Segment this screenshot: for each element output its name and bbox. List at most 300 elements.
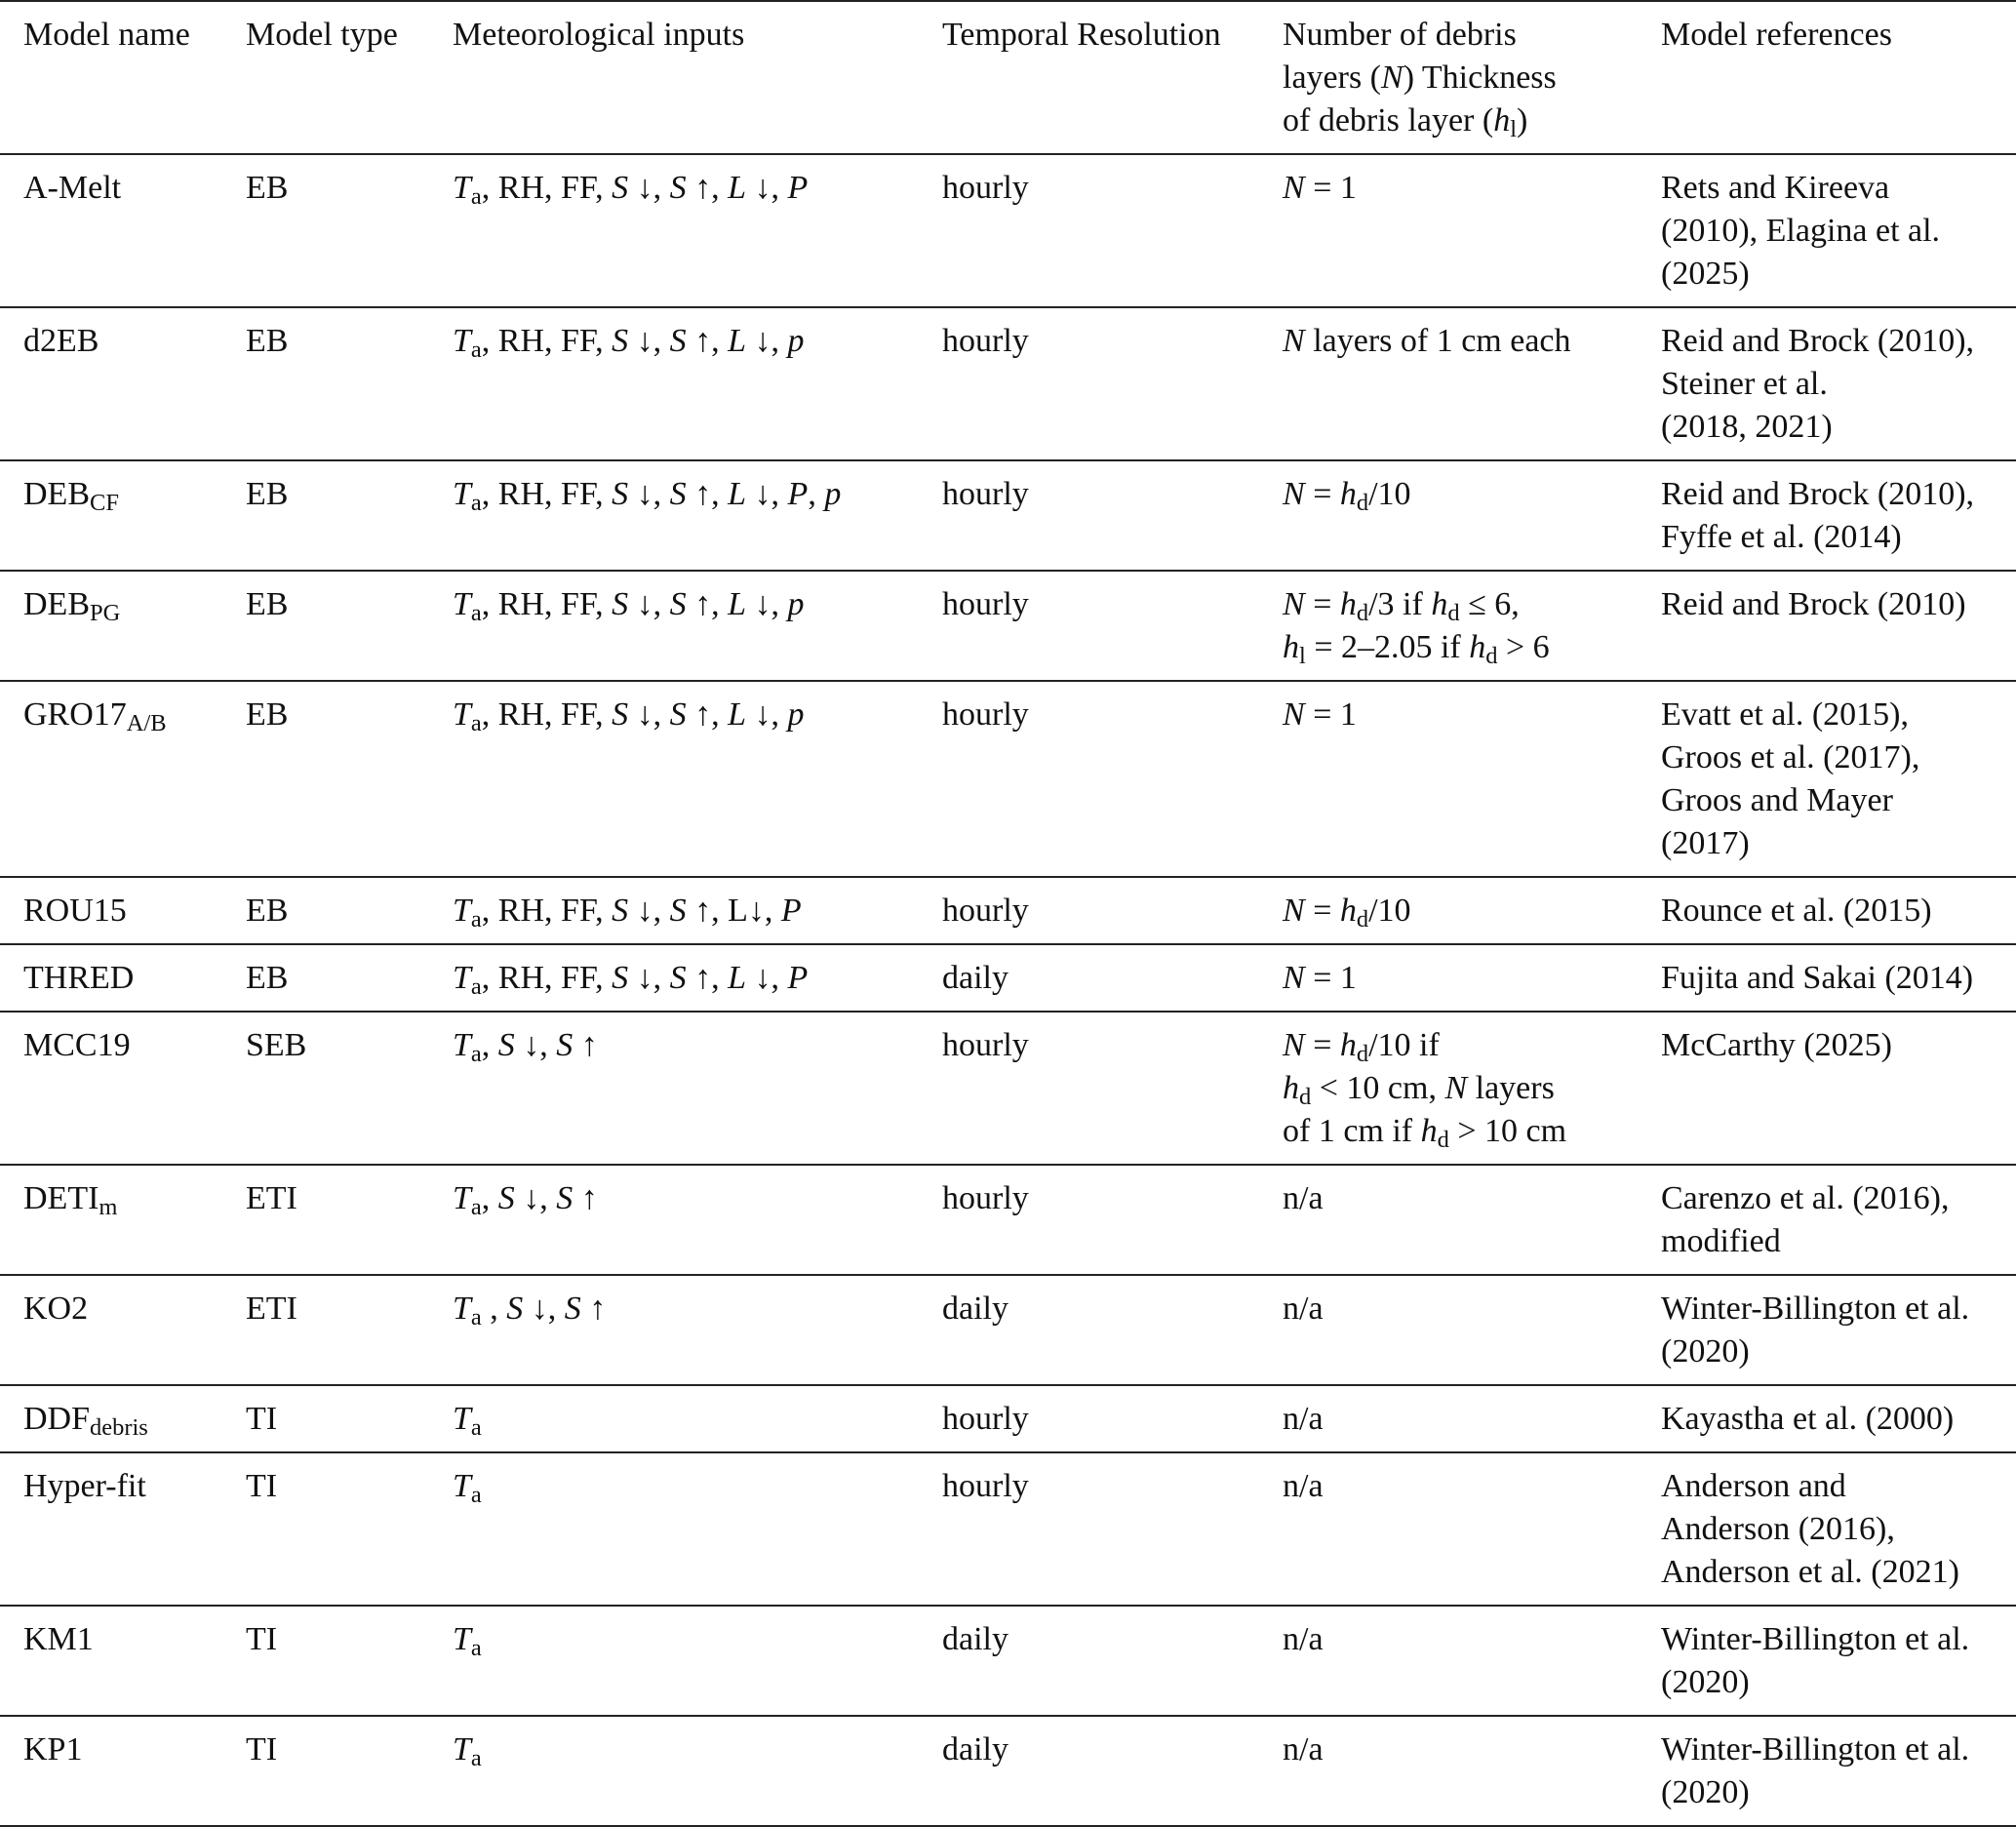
text-segment: d2EB: [23, 323, 99, 359]
column-header-debris-layers: [1283, 1, 1661, 154]
cell-line: [942, 1398, 1283, 1441]
text-segment: ↓,: [628, 893, 670, 929]
table-row: [0, 307, 2016, 460]
text-segment: ↓,: [628, 696, 670, 733]
cell-model-type: [246, 571, 453, 681]
cell-line: [453, 14, 942, 57]
cell-line: [1661, 320, 2016, 363]
text-segment: L: [728, 960, 747, 996]
cell-meteorological-inputs: [453, 307, 942, 460]
cell-line: [23, 694, 246, 736]
cell-line: [1283, 1288, 1661, 1331]
text-segment: hourly: [942, 1401, 1029, 1437]
text-segment: ↓,: [628, 960, 670, 996]
text-segment: = 1: [1304, 960, 1357, 996]
text-segment: hourly: [942, 893, 1029, 929]
text-segment: , RH, FF,: [481, 586, 613, 622]
text-segment: Fujita and Sakai (2014): [1661, 960, 1974, 996]
cell-line: [23, 583, 246, 626]
column-header-model-type: [246, 1, 453, 154]
text-segment: p: [787, 323, 805, 359]
text-segment: S: [564, 1291, 581, 1327]
cell-line: [942, 694, 1283, 736]
text-segment: N: [1283, 476, 1305, 512]
cell-line: [1283, 99, 1661, 142]
cell-line: [246, 1465, 453, 1508]
text-segment: (2025): [1661, 256, 1750, 292]
text-segment: Carenzo et al. (2016),: [1661, 1180, 1950, 1216]
text-segment: S: [612, 960, 629, 996]
text-segment: S: [556, 1027, 573, 1063]
text-segment: ↓,: [746, 696, 788, 733]
text-segment: P: [787, 476, 809, 512]
text-segment: EB: [246, 893, 289, 929]
cell-line: [1661, 736, 2016, 779]
cell-model-type: [246, 877, 453, 944]
column-header-meteorological-inputs: [453, 1, 942, 154]
cell-line: [23, 957, 246, 1000]
cell-meteorological-inputs: [453, 1275, 942, 1385]
text-segment: T: [453, 1027, 471, 1063]
text-segment: T: [453, 323, 471, 359]
cell-line: [246, 1728, 453, 1771]
text-segment: ROU15: [23, 893, 127, 929]
text-segment: Anderson and: [1661, 1468, 1846, 1504]
text-segment: d: [1356, 1041, 1369, 1068]
text-segment: > 10 cm: [1448, 1113, 1567, 1149]
cell-line: [942, 167, 1283, 210]
text-segment: a: [470, 183, 482, 211]
table-row: [0, 681, 2016, 877]
cell-line: [1661, 1618, 2016, 1661]
text-segment: a: [470, 1745, 482, 1772]
text-segment: a: [470, 1635, 482, 1662]
text-segment: KO2: [23, 1291, 89, 1327]
text-segment: L: [728, 170, 747, 206]
text-segment: T: [453, 1180, 471, 1216]
cell-line: [1661, 1508, 2016, 1551]
text-segment: A/B: [126, 710, 167, 737]
cell-line: [942, 14, 1283, 57]
cell-line: [453, 1024, 942, 1067]
text-segment: , RH, FF,: [481, 170, 613, 206]
cell-model-name: [0, 307, 246, 460]
text-segment: p: [787, 696, 805, 733]
text-segment: DEB: [23, 476, 90, 512]
cell-meteorological-inputs: [453, 460, 942, 571]
text-segment: Groos et al. (2017),: [1661, 739, 1920, 775]
cell-line: [1283, 167, 1661, 210]
cell-debris-layers: [1283, 154, 1661, 307]
table-header: [0, 1, 2016, 154]
cell-meteorological-inputs: [453, 154, 942, 307]
text-segment: N: [1283, 696, 1305, 733]
text-segment: h: [1431, 586, 1448, 622]
cell-model-references: [1661, 1275, 2016, 1385]
table-row: [0, 1385, 2016, 1452]
cell-line: [1661, 1551, 2016, 1594]
text-segment: Rets and Kireeva: [1661, 170, 1890, 206]
cell-line: [1283, 1618, 1661, 1661]
text-segment: L: [728, 476, 747, 512]
cell-model-name: [0, 1716, 246, 1826]
cell-line: [1283, 626, 1661, 669]
cell-meteorological-inputs: [453, 571, 942, 681]
text-segment: N: [1381, 60, 1403, 96]
cell-line: [246, 473, 453, 516]
text-segment: S: [612, 170, 629, 206]
table-row: [0, 1275, 2016, 1385]
cell-line: [23, 473, 246, 516]
column-header-model-references: [1661, 1, 2016, 154]
text-segment: ↓,: [746, 170, 788, 206]
cell-line: [1661, 1771, 2016, 1814]
cell-meteorological-inputs: [453, 1452, 942, 1606]
text-segment: S: [612, 893, 629, 929]
text-segment: P: [780, 893, 802, 929]
cell-line: [1661, 694, 2016, 736]
text-segment: h: [1339, 476, 1357, 512]
text-segment: SEB: [246, 1027, 307, 1063]
text-segment: S: [669, 476, 687, 512]
cell-model-type: [246, 1716, 453, 1826]
text-segment: DDF: [23, 1401, 91, 1437]
cell-line: [23, 1288, 246, 1331]
text-segment: EB: [246, 323, 289, 359]
cell-model-references: [1661, 877, 2016, 944]
text-segment: a: [470, 1482, 482, 1509]
cell-line: [942, 1177, 1283, 1220]
cell-model-name: [0, 681, 246, 877]
text-segment: ↑,: [686, 696, 729, 733]
cell-line: [1661, 1398, 2016, 1441]
cell-line: [453, 1288, 942, 1331]
cell-model-references: [1661, 944, 2016, 1012]
cell-model-name: [0, 154, 246, 307]
text-segment: ↓,: [514, 1027, 557, 1063]
text-segment: /10: [1368, 476, 1411, 512]
cell-model-name: [0, 1012, 246, 1165]
cell-model-references: [1661, 1452, 2016, 1606]
text-segment: = 1: [1304, 170, 1357, 206]
text-segment: d: [1356, 600, 1369, 627]
text-segment: daily: [942, 1621, 1008, 1657]
text-segment: ↑, L↓,: [686, 893, 781, 929]
cell-line: [1661, 1728, 2016, 1771]
text-segment: n/a: [1283, 1291, 1324, 1327]
table-row: [0, 1452, 2016, 1606]
cell-model-name: [0, 1606, 246, 1716]
text-segment: S: [612, 323, 629, 359]
cell-line: [453, 1398, 942, 1441]
text-segment: ↓,: [523, 1291, 565, 1327]
cell-meteorological-inputs: [453, 1165, 942, 1275]
cell-line: [1283, 57, 1661, 99]
text-segment: , RH, FF,: [481, 893, 613, 929]
text-segment: layers of 1 cm each: [1304, 323, 1571, 359]
text-segment: m: [99, 1194, 118, 1221]
text-segment: DEB: [23, 586, 90, 622]
text-segment: T: [453, 960, 471, 996]
cell-line: [1661, 957, 2016, 1000]
text-segment: Model type: [246, 17, 398, 53]
text-segment: a: [470, 1194, 482, 1221]
cell-meteorological-inputs: [453, 1012, 942, 1165]
text-segment: ↑,: [686, 960, 729, 996]
cell-meteorological-inputs: [453, 1716, 942, 1826]
cell-debris-layers: [1283, 1385, 1661, 1452]
cell-model-references: [1661, 681, 2016, 877]
cell-debris-layers: [1283, 1716, 1661, 1826]
cell-model-references: [1661, 1385, 2016, 1452]
cell-model-type: [246, 944, 453, 1012]
text-segment: h: [1339, 1027, 1357, 1063]
text-segment: Evatt et al. (2015),: [1661, 696, 1909, 733]
cell-line: [1283, 320, 1661, 363]
cell-temporal-resolution: [942, 1275, 1283, 1385]
text-segment: ETI: [246, 1291, 297, 1327]
text-segment: hourly: [942, 696, 1029, 733]
text-segment: THRED: [23, 960, 135, 996]
text-segment: hourly: [942, 476, 1029, 512]
text-segment: (2020): [1661, 1333, 1750, 1370]
cell-temporal-resolution: [942, 1716, 1283, 1826]
text-segment: daily: [942, 960, 1008, 996]
cell-line: [246, 14, 453, 57]
cell-debris-layers: [1283, 571, 1661, 681]
text-segment: d: [1356, 490, 1369, 517]
text-segment: h: [1339, 893, 1357, 929]
text-segment: a: [470, 600, 482, 627]
text-segment: =: [1304, 893, 1340, 929]
text-segment: Reid and Brock (2010),: [1661, 476, 1975, 512]
text-segment: N: [1283, 170, 1305, 206]
cell-temporal-resolution: [942, 877, 1283, 944]
text-segment: A-Melt: [23, 170, 122, 206]
cell-model-type: [246, 1275, 453, 1385]
text-segment: S: [497, 1027, 515, 1063]
text-segment: , RH, FF,: [481, 696, 613, 733]
cell-line: [23, 1465, 246, 1508]
cell-debris-layers: [1283, 944, 1661, 1012]
text-segment: ↑,: [686, 170, 729, 206]
table-row: [0, 1165, 2016, 1275]
cell-line: [1283, 957, 1661, 1000]
cell-model-type: [246, 460, 453, 571]
text-segment: KM1: [23, 1621, 94, 1657]
table-row: [0, 944, 2016, 1012]
text-segment: =: [1304, 1027, 1340, 1063]
cell-temporal-resolution: [942, 571, 1283, 681]
text-segment: ↑,: [686, 323, 729, 359]
text-segment: N: [1283, 960, 1305, 996]
cell-line: [453, 1465, 942, 1508]
cell-model-references: [1661, 1716, 2016, 1826]
cell-line: [942, 320, 1283, 363]
text-segment: ↓,: [514, 1180, 557, 1216]
text-segment: T: [453, 476, 471, 512]
text-segment: Reid and Brock (2010): [1661, 586, 1966, 622]
text-segment: N: [1283, 1027, 1305, 1063]
text-segment: S: [506, 1291, 524, 1327]
cell-temporal-resolution: [942, 1012, 1283, 1165]
cell-line: [942, 1618, 1283, 1661]
cell-model-name: [0, 944, 246, 1012]
cell-line: [246, 320, 453, 363]
text-segment: = 2–2.05 if: [1305, 629, 1470, 665]
text-segment: d: [1485, 643, 1498, 670]
cell-model-references: [1661, 1165, 2016, 1275]
text-segment: a: [470, 710, 482, 737]
cell-line: [23, 1398, 246, 1441]
cell-line: [1283, 694, 1661, 736]
text-segment: T: [453, 893, 471, 929]
cell-line: [1283, 1177, 1661, 1220]
text-segment: (2020): [1661, 1664, 1750, 1700]
text-segment: h: [1283, 1070, 1299, 1106]
text-segment: ): [1517, 102, 1528, 139]
cell-line: [1661, 253, 2016, 296]
text-segment: ↓,: [746, 323, 788, 359]
cell-line: [246, 583, 453, 626]
cell-line: [1661, 1661, 2016, 1704]
table-row: [0, 571, 2016, 681]
text-segment: a: [470, 1304, 482, 1331]
text-segment: a: [470, 337, 482, 364]
text-segment: ↑: [573, 1180, 598, 1216]
text-segment: ↓,: [628, 476, 670, 512]
cell-model-type: [246, 1385, 453, 1452]
cell-line: [453, 320, 942, 363]
text-segment: n/a: [1283, 1468, 1324, 1504]
cell-line: [1283, 1024, 1661, 1067]
text-segment: daily: [942, 1291, 1008, 1327]
text-segment: > 6: [1497, 629, 1550, 665]
text-segment: Number of debris: [1283, 17, 1517, 53]
text-segment: daily: [942, 1731, 1008, 1767]
cell-line: [453, 583, 942, 626]
text-segment: DETI: [23, 1180, 99, 1216]
cell-line: [1661, 1288, 2016, 1331]
text-segment: L: [728, 586, 747, 622]
text-segment: ↓,: [746, 586, 788, 622]
text-segment: layers: [1467, 1070, 1555, 1106]
text-segment: EB: [246, 696, 289, 733]
cell-temporal-resolution: [942, 460, 1283, 571]
text-segment: n/a: [1283, 1731, 1324, 1767]
text-segment: hourly: [942, 1027, 1029, 1063]
cell-line: [1661, 779, 2016, 822]
cell-meteorological-inputs: [453, 681, 942, 877]
text-segment: PG: [90, 600, 121, 627]
text-segment: hourly: [942, 323, 1029, 359]
cell-line: [1661, 583, 2016, 626]
cell-temporal-resolution: [942, 1606, 1283, 1716]
text-segment: a: [470, 1414, 482, 1442]
cell-model-name: [0, 1452, 246, 1606]
table-row: [0, 460, 2016, 571]
cell-line: [1661, 363, 2016, 406]
cell-debris-layers: [1283, 877, 1661, 944]
cell-model-references: [1661, 154, 2016, 307]
text-segment: modified: [1661, 1223, 1781, 1259]
cell-model-name: [0, 460, 246, 571]
cell-line: [246, 1288, 453, 1331]
text-segment: Temporal Resolution: [942, 17, 1221, 53]
text-segment: p: [787, 586, 805, 622]
text-segment: hourly: [942, 1180, 1029, 1216]
text-segment: ETI: [246, 1180, 297, 1216]
cell-line: [1283, 1728, 1661, 1771]
cell-temporal-resolution: [942, 1452, 1283, 1606]
text-segment: Reid and Brock (2010),: [1661, 323, 1975, 359]
text-segment: Model name: [23, 17, 190, 53]
text-segment: EB: [246, 586, 289, 622]
cell-line: [942, 1288, 1283, 1331]
cell-model-type: [246, 1012, 453, 1165]
text-segment: of debris layer (: [1283, 102, 1494, 139]
text-segment: Meteorological inputs: [453, 17, 745, 53]
text-segment: T: [453, 586, 471, 622]
text-segment: ↓,: [628, 586, 670, 622]
text-segment: S: [669, 323, 687, 359]
cell-line: [942, 890, 1283, 933]
text-segment: d: [1437, 1127, 1449, 1154]
cell-line: [1283, 1465, 1661, 1508]
cell-meteorological-inputs: [453, 1385, 942, 1452]
cell-meteorological-inputs: [453, 944, 942, 1012]
text-segment: EB: [246, 170, 289, 206]
text-segment: Steiner et al.: [1661, 366, 1828, 402]
column-header-temporal-resolution: [942, 1, 1283, 154]
text-segment: GRO17: [23, 696, 127, 733]
text-segment: Winter-Billington et al.: [1661, 1621, 1970, 1657]
cell-line: [453, 694, 942, 736]
cell-line: [942, 1465, 1283, 1508]
cell-model-references: [1661, 571, 2016, 681]
column-header-model-name: [0, 1, 246, 154]
text-segment: S: [669, 696, 687, 733]
text-segment: T: [453, 1468, 471, 1504]
cell-line: [453, 890, 942, 933]
text-segment: hourly: [942, 170, 1029, 206]
cell-model-type: [246, 307, 453, 460]
cell-line: [246, 890, 453, 933]
cell-line: [942, 1728, 1283, 1771]
text-segment: /10 if: [1368, 1027, 1440, 1063]
cell-debris-layers: [1283, 1606, 1661, 1716]
cell-line: [23, 14, 246, 57]
cell-line: [453, 1618, 942, 1661]
cell-line: [1661, 167, 2016, 210]
text-segment: Hyper-fit: [23, 1468, 146, 1504]
text-segment: CF: [90, 490, 119, 517]
text-segment: ,: [481, 1291, 507, 1327]
text-segment: ↓,: [746, 476, 788, 512]
text-segment: McCarthy (2025): [1661, 1027, 1893, 1063]
cell-debris-layers: [1283, 307, 1661, 460]
text-segment: S: [669, 170, 687, 206]
cell-line: [942, 473, 1283, 516]
text-segment: (2017): [1661, 825, 1750, 861]
text-segment: ↑,: [686, 586, 729, 622]
text-segment: h: [1283, 629, 1299, 665]
text-segment: Model references: [1661, 17, 1892, 53]
text-segment: Fyffe et al. (2014): [1661, 519, 1902, 555]
text-segment: ) Thickness: [1403, 60, 1557, 96]
text-segment: S: [556, 1180, 573, 1216]
text-segment: Anderson (2016),: [1661, 1511, 1895, 1547]
